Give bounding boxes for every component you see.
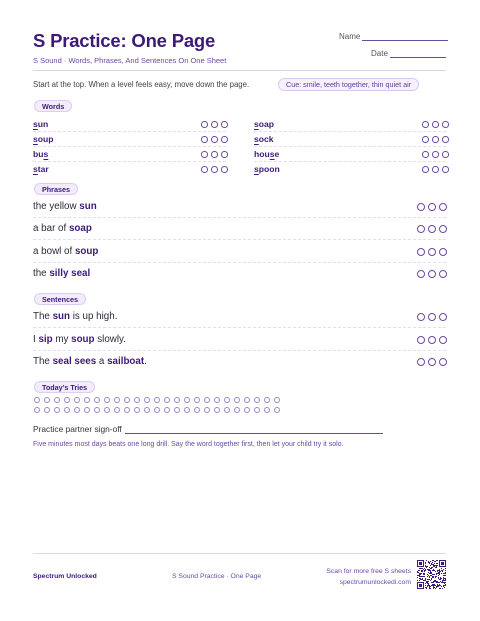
word-item	[254, 149, 279, 159]
word-item: spoon	[254, 164, 280, 174]
try-circle[interactable]	[164, 397, 170, 403]
word-text: house	[254, 149, 280, 159]
try-circle[interactable]	[124, 397, 130, 403]
rating-circles[interactable]	[422, 121, 449, 128]
word-item: soap	[254, 119, 275, 129]
phrase-item	[33, 268, 90, 279]
signoff-field[interactable]	[33, 424, 383, 434]
try-circle[interactable]	[234, 407, 240, 413]
try-circle[interactable]	[244, 407, 250, 413]
word-text: ock	[258, 134, 274, 144]
sentence-target: soup	[71, 334, 95, 345]
footer-scan-text	[326, 566, 411, 588]
sentence-text: a	[96, 356, 108, 367]
try-circle[interactable]	[154, 397, 160, 403]
sentences-section-label: Sentences	[34, 293, 86, 305]
sentence-target: sun	[52, 311, 71, 322]
sentence-text: The	[33, 356, 53, 367]
try-circle[interactable]	[144, 407, 150, 413]
rating-circles[interactable]	[201, 151, 228, 158]
sentence-target: sip	[38, 334, 53, 345]
word-text: oup	[37, 134, 54, 144]
header-divider	[33, 70, 446, 71]
date-field[interactable]	[371, 49, 446, 58]
try-circle[interactable]	[184, 397, 190, 403]
scan-label: Scan for more free S sheets	[326, 568, 411, 575]
footer-brand: Spectrum Unlocked	[33, 573, 97, 580]
try-circle[interactable]	[104, 407, 110, 413]
rating-circles[interactable]	[201, 136, 228, 143]
row-divider	[33, 239, 446, 240]
try-circle[interactable]	[94, 407, 100, 413]
try-circle[interactable]	[194, 397, 200, 403]
try-circle[interactable]	[74, 397, 80, 403]
phrase-target: silly seal	[49, 268, 91, 279]
word-item	[33, 149, 48, 159]
sentence-text: is up high.	[70, 311, 118, 322]
sentence-text: I	[33, 334, 39, 345]
try-circle[interactable]	[84, 397, 90, 403]
try-circle[interactable]	[274, 407, 280, 413]
page-subtitle: S Sound · Words, Phrases, And Sentences On One Sheet	[33, 56, 227, 65]
row-divider	[254, 161, 446, 162]
row-divider	[33, 327, 446, 328]
word-item: soup	[33, 134, 54, 144]
try-circle[interactable]	[274, 397, 280, 403]
word-item: sock	[254, 134, 274, 144]
try-circle[interactable]	[44, 407, 50, 413]
try-circle[interactable]	[34, 407, 40, 413]
date-label: Date	[371, 49, 388, 58]
footer-center-text: S Sound Practice · One Page	[172, 573, 262, 580]
word-text: bus	[33, 149, 49, 159]
tries-row	[34, 407, 280, 413]
try-circle[interactable]	[64, 407, 70, 413]
row-divider	[33, 161, 226, 162]
word-text: tar	[37, 164, 49, 174]
phrase-target: sun	[79, 201, 97, 212]
try-circle[interactable]	[174, 407, 180, 413]
date-line	[390, 50, 446, 58]
phrase-item	[33, 223, 92, 234]
rating-circles[interactable]	[417, 358, 447, 366]
rating-circles[interactable]	[417, 248, 447, 256]
try-circle[interactable]	[54, 407, 60, 413]
try-circle[interactable]	[204, 407, 210, 413]
rating-circles[interactable]	[422, 166, 449, 173]
phrase-text: the	[33, 268, 50, 279]
try-circle[interactable]	[264, 407, 270, 413]
try-circle[interactable]	[144, 397, 150, 403]
sentence-item	[33, 311, 117, 322]
rating-circles[interactable]	[417, 313, 447, 321]
try-circle[interactable]	[224, 397, 230, 403]
try-circle[interactable]	[114, 397, 120, 403]
word-text: oap	[258, 119, 275, 129]
try-circle[interactable]	[114, 407, 120, 413]
phrases-section-label: Phrases	[34, 183, 78, 195]
try-circle[interactable]	[124, 407, 130, 413]
phrase-text: the yellow	[33, 201, 80, 212]
rating-circles[interactable]	[201, 166, 228, 173]
sentence-text: slowly.	[94, 334, 126, 345]
phrase-target: soap	[68, 223, 92, 234]
try-circle[interactable]	[214, 397, 220, 403]
rating-circles[interactable]	[417, 336, 447, 344]
try-circle[interactable]	[234, 397, 240, 403]
words-section-label: Words	[34, 100, 72, 112]
try-circle[interactable]	[54, 397, 60, 403]
word-text: poon	[258, 164, 280, 174]
rating-circles[interactable]	[422, 136, 449, 143]
row-divider	[33, 131, 226, 132]
practice-note: Five minutes most days beats one long drill. Say the word together first, then let your child try it solo.	[33, 441, 344, 448]
sentence-target: seal sees	[52, 356, 97, 367]
page-title: S Practice: One Page	[33, 30, 216, 51]
row-divider	[33, 217, 446, 218]
sentence-item	[33, 356, 147, 367]
phrase-text: a bowl of	[33, 246, 75, 257]
name-field[interactable]	[339, 32, 448, 41]
sentence-text: The	[33, 311, 53, 322]
try-circle[interactable]	[214, 407, 220, 413]
try-circle[interactable]	[254, 407, 260, 413]
phrase-item	[33, 246, 98, 257]
try-circle[interactable]	[194, 407, 200, 413]
rating-circles[interactable]	[417, 203, 447, 211]
sentence-item	[33, 334, 126, 345]
try-circle[interactable]	[104, 397, 110, 403]
footer-divider	[33, 553, 446, 554]
tries-section-label: Today’s Tries	[34, 381, 95, 393]
rating-circles[interactable]	[417, 270, 447, 278]
tries-row	[34, 397, 280, 403]
try-circle[interactable]	[244, 397, 250, 403]
try-circle[interactable]	[224, 407, 230, 413]
try-circle[interactable]	[64, 397, 70, 403]
phrase-text: a bar of	[33, 223, 69, 234]
phrase-item	[33, 201, 97, 212]
try-circle[interactable]	[74, 407, 80, 413]
try-circle[interactable]	[184, 407, 190, 413]
word-item: star	[33, 164, 49, 174]
try-circle[interactable]	[264, 397, 270, 403]
row-divider	[33, 350, 446, 351]
try-circle[interactable]	[34, 397, 40, 403]
signoff-label: Practice partner sign-off	[33, 424, 122, 434]
name-label: Name	[339, 32, 361, 41]
word-text: un	[37, 119, 49, 129]
try-circle[interactable]	[164, 407, 170, 413]
intro-text: Start at the top. When a level feels easy, move down the page.	[33, 80, 250, 89]
qr-code-icon[interactable]	[417, 560, 446, 589]
phrase-target: soup	[74, 246, 99, 257]
sentence-text: .	[144, 356, 147, 367]
row-divider	[254, 146, 446, 147]
rating-circles[interactable]	[422, 151, 449, 158]
signoff-line	[125, 426, 383, 434]
cue-badge: Cue: smile, teeth together, thin quiet air	[278, 78, 419, 91]
name-line	[362, 33, 448, 41]
try-circle[interactable]	[44, 397, 50, 403]
row-divider	[254, 131, 446, 132]
try-circle[interactable]	[204, 397, 210, 403]
try-circle[interactable]	[84, 407, 90, 413]
rating-circles[interactable]	[417, 225, 447, 233]
word-item: sun	[33, 119, 49, 129]
try-circle[interactable]	[134, 407, 140, 413]
row-divider	[33, 146, 226, 147]
sentence-target: sailboat	[107, 356, 145, 367]
try-circle[interactable]	[134, 397, 140, 403]
rating-circles[interactable]	[201, 121, 228, 128]
try-circle[interactable]	[154, 407, 160, 413]
try-circle[interactable]	[94, 397, 100, 403]
try-circle[interactable]	[254, 397, 260, 403]
sentence-text: my	[52, 334, 72, 345]
row-divider	[33, 262, 446, 263]
try-circle[interactable]	[174, 397, 180, 403]
footer-url[interactable]: spectrumunlockedi.com	[339, 579, 411, 586]
